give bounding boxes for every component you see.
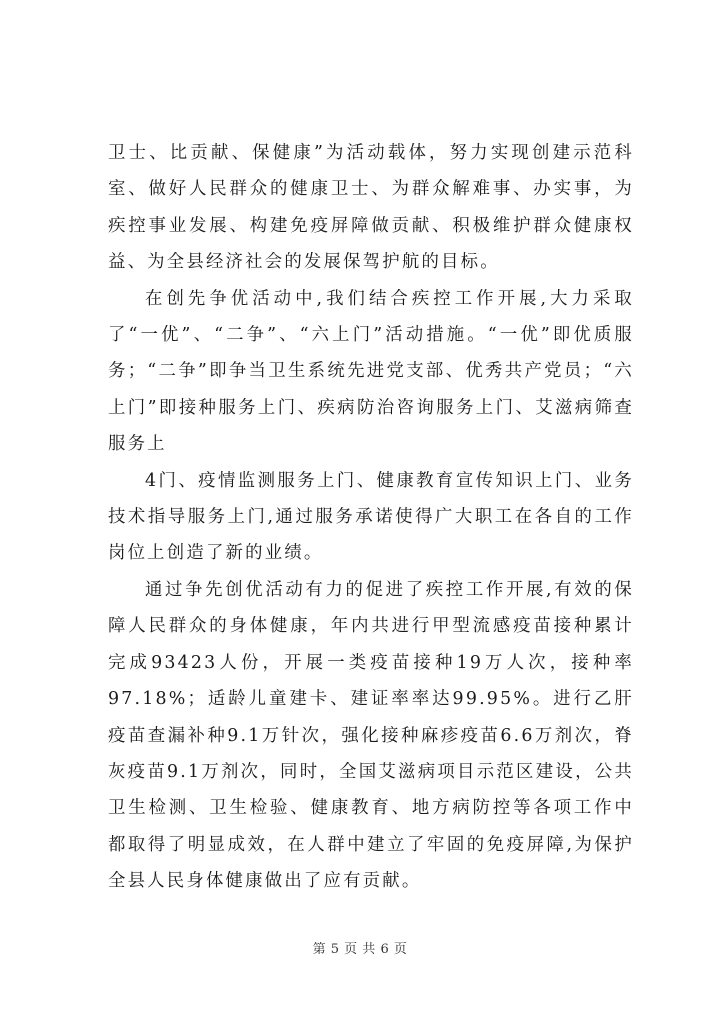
paragraph-activity-goal: 卫士、比贡献、保健康”为活动载体，努力实现创建示范科室、做好人民群众的健康卫士、为群众解难事、办实事，为疾控事业发展、构建免疫屏障做贡献、积极维护群众健康权益、为全县经济社会的发展保驾护航的目标。 [108, 143, 634, 273]
paragraph-service-commitment: 4门、疫情监测服务上门、健康教育宣传知识上门、业务技术指导服务上门,通过服务承诺使得广大职工在各自的工作岗位上创造了新的业绩。 [108, 470, 634, 564]
paragraph-results: 通过争先创优活动有力的促进了疾控工作开展,有效的保障人民群众的身体健康，年内共进行甲型流感疫苗接种累计完成93423人份，开展一类疫苗接种19万人次，接种率97.18%；适龄儿童建卡、建证率率达99.95%。进行乙肝疫苗查漏补种9.1万针次，强化接种麻疹疫苗6.6万剂次，脊灰疫苗9.1万剂次，同时，全国艾滋病项目示范区建设，公共卫生检测、卫生检验、健康教育、地方病防控等各项工作中都取得了明显成效，在人群中建立了牢固的免疫屏障,为保护全县人民身体健康做出了应有贡献。 [108, 579, 634, 892]
page-footer [0, 938, 720, 957]
page-indicator: 第 5 页 共 6 页 [312, 942, 408, 957]
document-body [108, 135, 634, 900]
paragraph-activity-measures: 在创先争优活动中,我们结合疾控工作开展,大力采取了“一优”、“二争”、“六上门”活动措施。“一优”即优质服务；“二争”即争当卫生系统先进党支部、优秀共产党员；“六上门”即接种服务上门、疾病防治咨询服务上门、艾滋病筛查服务上 [108, 288, 634, 455]
